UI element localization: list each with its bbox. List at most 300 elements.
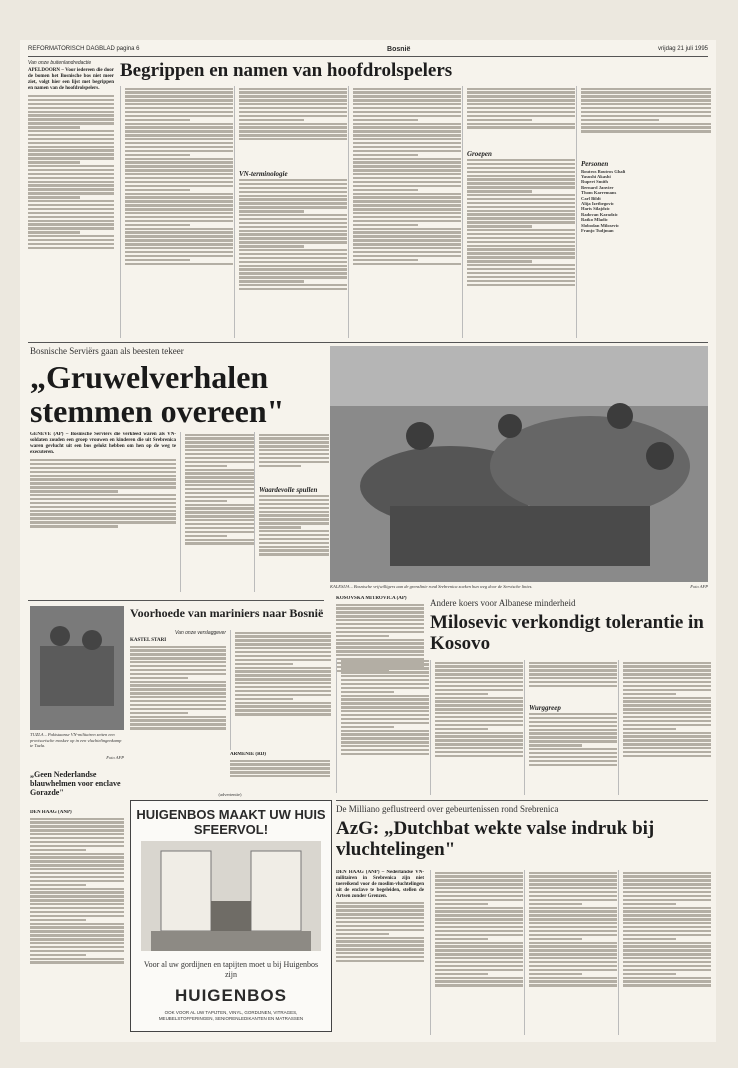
azg-lead: DEN HAAG (ANP) – Nederlandse VN-militairen in Srebrenica zijn niet toereikend voor de moslim-vluchtelingen uit de enclave te begeleiden, stellen de Artsen zonder Grenzen. <box>336 870 424 899</box>
text-line <box>235 694 331 696</box>
kosovo-dateline: KOSOVSKA MITROVICA (AP) <box>336 596 407 601</box>
text-line <box>353 123 461 125</box>
text-line <box>529 891 617 893</box>
text-line <box>467 91 575 93</box>
text-line <box>259 437 329 439</box>
text-line <box>336 604 424 606</box>
text-line <box>30 911 124 913</box>
text-line <box>185 507 255 509</box>
text-line <box>30 907 124 909</box>
text-line <box>235 632 331 634</box>
text-line <box>130 665 226 667</box>
text-line <box>467 210 575 212</box>
text-line <box>185 504 255 506</box>
text-line <box>28 118 114 120</box>
text-line <box>341 733 429 735</box>
text-line <box>623 689 711 691</box>
text-line <box>581 103 711 105</box>
text-line <box>336 623 424 625</box>
text-line <box>30 845 124 847</box>
text-line <box>341 726 394 728</box>
text-line <box>467 225 532 227</box>
text-line <box>28 196 80 198</box>
text-line <box>28 153 114 155</box>
text-line <box>341 741 429 743</box>
text-line <box>581 88 711 90</box>
text-line <box>185 488 255 490</box>
text-line <box>467 163 575 165</box>
text-line <box>435 922 523 924</box>
persons-list <box>581 169 711 234</box>
text-line <box>239 284 347 286</box>
text-line <box>239 280 304 282</box>
left-photo-credit: Foto AFP <box>106 755 124 760</box>
text-line <box>353 91 461 93</box>
text-line <box>353 119 418 121</box>
text-line <box>185 480 255 482</box>
text-line <box>435 938 488 940</box>
text-line <box>259 546 329 548</box>
text-line <box>435 697 523 699</box>
text-line <box>353 88 461 90</box>
text-line <box>529 760 617 762</box>
article-body <box>336 902 424 992</box>
text-line <box>341 660 429 662</box>
text-line <box>353 107 461 109</box>
text-line <box>529 883 617 885</box>
text-line <box>125 165 233 167</box>
text-line <box>467 182 575 184</box>
text-line <box>125 154 190 156</box>
text-line <box>125 181 233 183</box>
text-line <box>235 698 293 700</box>
text-line <box>185 472 255 474</box>
header-publication: REFORMATORISCH DAGBLAD pagina 6 <box>28 46 140 52</box>
text-line <box>30 860 124 862</box>
text-line <box>125 243 233 245</box>
text-line <box>623 957 711 959</box>
text-line <box>30 903 124 905</box>
text-line <box>341 671 429 673</box>
text-line <box>185 511 255 513</box>
text-line <box>353 130 461 132</box>
text-line <box>259 503 329 505</box>
text-line <box>336 635 389 637</box>
text-line <box>435 689 523 691</box>
article-body <box>30 818 124 1028</box>
marines-item2 <box>230 752 330 792</box>
text-line <box>30 923 124 925</box>
text-line <box>239 88 347 90</box>
text-line <box>529 926 617 928</box>
text-line <box>529 748 617 750</box>
text-line <box>30 872 124 874</box>
text-line <box>529 910 617 912</box>
text-line <box>185 441 255 443</box>
text-line <box>130 681 226 683</box>
text-line <box>529 713 617 715</box>
text-line <box>529 965 617 967</box>
top-story-intro <box>28 60 114 338</box>
text-line <box>467 119 532 121</box>
text-line <box>467 123 575 125</box>
text-line <box>28 216 114 218</box>
text-line <box>336 940 424 942</box>
text-line <box>623 747 711 749</box>
text-line <box>230 767 330 769</box>
text-line <box>341 745 429 747</box>
text-line <box>467 202 575 204</box>
article-body <box>180 432 255 592</box>
text-line <box>336 607 424 609</box>
text-line <box>125 123 233 125</box>
text-line <box>130 688 226 690</box>
text-line <box>28 204 114 206</box>
text-line <box>467 178 575 180</box>
text-line <box>336 913 424 915</box>
text-line <box>28 142 114 144</box>
text-line <box>30 467 176 469</box>
text-line <box>125 228 233 230</box>
text-line <box>30 513 176 515</box>
text-line <box>130 677 188 679</box>
photo-illustration <box>30 606 124 730</box>
text-line <box>235 705 331 707</box>
text-line <box>529 899 617 901</box>
text-line <box>30 498 176 500</box>
text-line <box>529 942 617 944</box>
ad-headline: HUIGENBOS MAAKT UW HUIS SFEERVOL! <box>136 807 326 837</box>
text-line <box>130 723 226 725</box>
text-line <box>435 704 523 706</box>
text-line <box>467 88 575 90</box>
text-line <box>185 492 255 494</box>
text-line <box>125 115 233 117</box>
text-line <box>336 615 424 617</box>
text-line <box>529 922 617 924</box>
text-line <box>30 884 86 886</box>
text-line <box>239 183 347 185</box>
text-line <box>30 888 124 890</box>
text-line <box>130 708 226 710</box>
text-line <box>239 245 304 247</box>
text-line <box>623 724 711 726</box>
ad-brand: HUIGENBOS <box>175 986 287 1005</box>
text-line <box>581 111 711 113</box>
article-body <box>618 660 711 795</box>
text-line <box>353 154 418 156</box>
text-line <box>130 646 226 648</box>
text-line <box>130 700 226 702</box>
text-line <box>30 946 124 948</box>
marines-kicker: Van onze verslaggever <box>175 630 226 636</box>
text-line <box>125 196 233 198</box>
text-line <box>235 655 331 657</box>
text-line <box>125 150 233 152</box>
text-line <box>235 667 331 669</box>
text-line <box>130 669 226 671</box>
text-line <box>529 662 617 664</box>
text-line <box>235 690 331 692</box>
text-line <box>435 712 523 714</box>
text-line <box>125 111 233 113</box>
article-body <box>348 86 461 338</box>
text-line <box>353 235 461 237</box>
ad-room-illustration <box>141 841 321 951</box>
article-body <box>230 760 330 790</box>
kosovo-title: Milosevic verkondigt tolerantie in Kosovo <box>430 612 704 654</box>
text-line <box>125 235 233 237</box>
text-line <box>623 942 711 944</box>
article-body <box>618 870 711 1035</box>
text-line <box>623 961 711 963</box>
text-line <box>529 717 617 719</box>
text-line <box>125 161 233 163</box>
text-line <box>259 526 301 528</box>
text-line <box>239 103 347 105</box>
marines-col1 <box>130 630 226 780</box>
text-line <box>353 255 461 257</box>
text-line <box>336 650 424 652</box>
text-line <box>239 126 347 128</box>
text-line <box>435 665 523 667</box>
text-line <box>28 181 114 183</box>
text-line <box>435 872 523 874</box>
text-line <box>341 663 429 665</box>
text-line <box>239 222 347 224</box>
text-line <box>341 695 429 697</box>
text-line <box>30 510 176 512</box>
text-line <box>28 231 80 233</box>
text-line <box>341 714 429 716</box>
text-line <box>529 681 617 683</box>
text-line <box>259 518 329 520</box>
text-line <box>623 720 711 722</box>
top-story-title: Begrippen en namen van hoofdrolspelers <box>120 60 453 81</box>
text-line <box>130 649 226 651</box>
text-line <box>30 942 124 944</box>
main-story-col3 <box>254 432 329 592</box>
text-line <box>28 114 114 116</box>
text-line <box>353 228 461 230</box>
text-line <box>353 247 461 249</box>
text-line <box>623 914 711 916</box>
text-line <box>185 437 255 439</box>
text-line <box>353 126 461 128</box>
text-line <box>623 681 711 683</box>
text-line <box>235 670 331 672</box>
text-line <box>529 752 617 754</box>
text-line <box>336 944 424 946</box>
text-line <box>28 188 114 190</box>
text-line <box>239 288 347 290</box>
text-line <box>529 685 617 687</box>
text-line <box>185 465 227 467</box>
text-line <box>239 257 347 259</box>
text-line <box>529 875 617 877</box>
text-line <box>529 969 617 971</box>
text-line <box>353 224 418 226</box>
text-line <box>28 169 114 171</box>
text-line <box>336 631 424 633</box>
text-line <box>125 95 233 97</box>
text-line <box>185 531 255 533</box>
text-line <box>125 224 190 226</box>
text-line <box>529 903 582 905</box>
text-line <box>529 984 617 986</box>
text-line <box>353 165 461 167</box>
text-line <box>125 251 233 253</box>
text-line <box>30 899 124 901</box>
text-line <box>435 747 523 749</box>
news-photo-kalesija <box>330 346 708 582</box>
text-line <box>529 764 617 766</box>
text-line <box>435 883 523 885</box>
text-line <box>341 753 429 755</box>
text-line <box>30 517 176 519</box>
text-line <box>467 159 575 161</box>
text-line <box>130 727 226 729</box>
text-line <box>623 693 676 695</box>
text-line <box>239 202 347 204</box>
text-line <box>185 469 255 471</box>
text-line <box>28 165 114 167</box>
text-line <box>130 692 226 694</box>
text-line <box>353 208 461 210</box>
text-line <box>623 926 711 928</box>
text-line <box>467 280 575 282</box>
text-line <box>185 476 255 478</box>
text-line <box>435 879 523 881</box>
text-line <box>125 212 233 214</box>
text-line <box>239 210 304 212</box>
text-line <box>353 95 461 97</box>
advertisement-huigenbos[interactable] <box>130 800 332 1032</box>
text-line <box>529 953 617 955</box>
section-divider <box>336 800 708 801</box>
text-line <box>230 775 330 777</box>
article-body <box>336 658 429 793</box>
text-line <box>581 126 711 128</box>
text-line <box>30 482 176 484</box>
text-line <box>341 749 429 751</box>
text-line <box>30 930 124 932</box>
text-line <box>30 958 124 960</box>
text-line <box>125 231 233 233</box>
text-line <box>239 198 347 200</box>
text-line <box>529 872 617 874</box>
text-line <box>28 223 114 225</box>
text-line <box>353 103 461 105</box>
text-line <box>467 284 575 286</box>
person-name: Ratko Mladic <box>581 217 608 223</box>
text-line <box>259 453 329 455</box>
main-story-kicker: Bosnische Serviërs gaan als beesten tekeer <box>30 346 184 356</box>
text-line <box>353 177 461 179</box>
text-line <box>30 463 176 465</box>
text-line <box>28 99 114 101</box>
text-line <box>30 950 124 952</box>
text-line <box>125 255 233 257</box>
text-line <box>185 457 255 459</box>
text-line <box>259 465 301 467</box>
text-line <box>239 268 347 270</box>
text-line <box>529 669 617 671</box>
text-line <box>239 130 347 132</box>
text-line <box>341 698 429 700</box>
text-line <box>623 879 711 881</box>
text-line <box>353 99 461 101</box>
text-line <box>435 977 523 979</box>
text-line <box>125 193 233 195</box>
text-line <box>435 961 523 963</box>
text-line <box>623 755 711 757</box>
text-line <box>259 538 329 540</box>
text-line <box>239 206 347 208</box>
text-line <box>235 678 331 680</box>
main-story-col1 <box>30 432 176 592</box>
text-line <box>130 661 226 663</box>
text-line <box>28 247 114 249</box>
text-line <box>125 239 233 241</box>
text-line <box>130 712 188 714</box>
text-line <box>336 921 424 923</box>
text-line <box>185 453 255 455</box>
text-line <box>125 177 233 179</box>
text-line <box>125 134 233 136</box>
text-line <box>259 542 329 544</box>
text-line <box>336 929 424 931</box>
text-line <box>239 111 347 113</box>
text-line <box>30 841 124 843</box>
text-line <box>353 189 418 191</box>
text-line <box>623 735 711 737</box>
text-line <box>467 198 575 200</box>
main-story-subhead: Waardevolle spullen <box>259 485 318 494</box>
text-line <box>239 249 347 251</box>
article-body <box>130 646 226 766</box>
text-line <box>30 856 124 858</box>
marines-title: Voorhoede van mariniers naar Bosnië <box>130 606 324 620</box>
text-line <box>467 264 575 266</box>
article-body <box>529 713 617 793</box>
text-line <box>623 669 711 671</box>
text-line <box>341 675 429 677</box>
text-line <box>435 957 523 959</box>
text-line <box>185 519 255 521</box>
top-story-kicker: Van onze buitenlandredactie <box>28 60 92 66</box>
text-line <box>623 685 711 687</box>
text-line <box>435 903 488 905</box>
text-line <box>259 514 329 516</box>
text-line <box>353 181 461 183</box>
text-line <box>467 245 575 247</box>
text-line <box>623 934 711 936</box>
text-line <box>185 461 255 463</box>
text-line <box>235 643 331 645</box>
person-name: Rupert Smith <box>581 179 608 185</box>
text-line <box>239 237 347 239</box>
text-line <box>259 445 329 447</box>
text-line <box>623 907 711 909</box>
article-body <box>430 660 523 795</box>
person-name: Carl Bildt <box>581 195 601 201</box>
article-body <box>239 179 347 338</box>
text-line <box>623 872 711 874</box>
article-body <box>581 88 711 158</box>
text-line <box>435 751 523 753</box>
text-line <box>623 891 711 893</box>
